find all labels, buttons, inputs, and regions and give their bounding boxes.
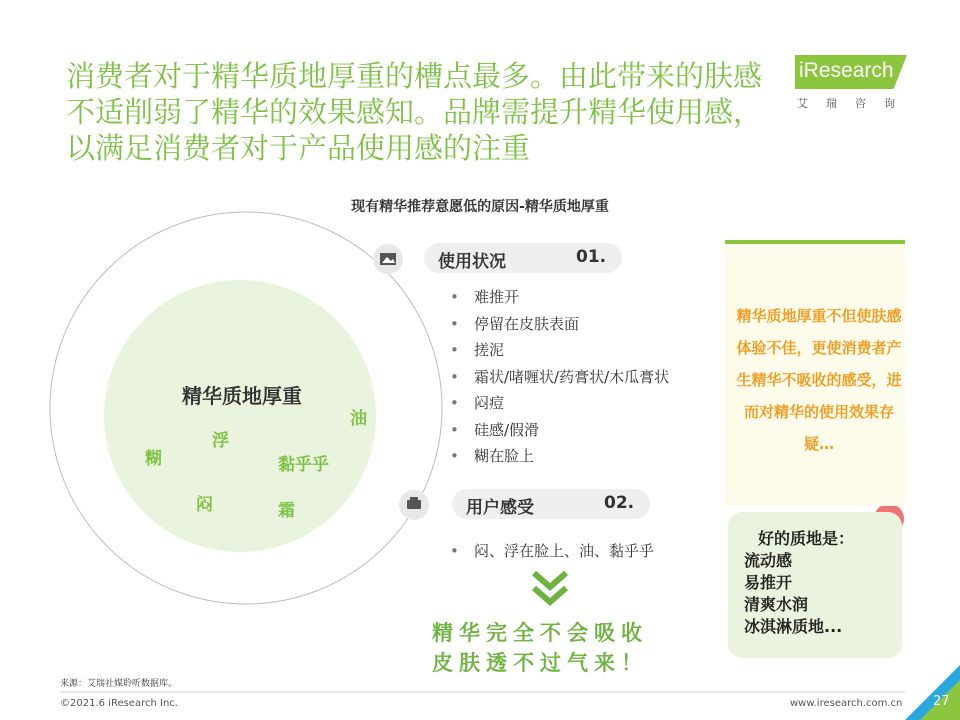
logo-brand: iResearch	[799, 59, 894, 82]
conclusion-text	[432, 618, 692, 678]
list-item: • 难推开	[450, 288, 520, 306]
circle-word-cream: 霜	[278, 501, 295, 521]
image-icon	[380, 253, 396, 265]
conclusion-line1: 精华完全不会吸收	[432, 621, 648, 645]
page-number: 27	[933, 694, 950, 709]
list-item: • 搓泥	[450, 341, 505, 359]
section1-list	[450, 284, 669, 470]
circle-word-oil: 油	[350, 409, 367, 429]
circle-center-label: 精华质地厚重	[182, 384, 302, 408]
list-item: • 闷痘	[450, 394, 505, 412]
chevron-down-icon	[534, 573, 566, 602]
copyright: ©2021.6 iResearch Inc.	[60, 698, 178, 709]
section2-number: 02.	[604, 493, 635, 513]
good-texture-item: 易推开	[744, 573, 793, 592]
section2-title: 用户感受	[466, 498, 534, 518]
source-note: 来源：艾瑞社媒聆听数据库。	[60, 679, 178, 689]
section1-title: 使用状况	[438, 252, 506, 272]
list-item: • 停留在皮肤表面	[450, 314, 580, 333]
circle-word-float: 浮	[212, 431, 229, 451]
logo-subtitle: 艾瑞咨询	[797, 97, 913, 110]
conclusion-line2: 皮肤透不过气来！	[432, 651, 648, 675]
slide-headline: 消费者对于精华质地厚重的槽点最多。由此带来的肤感不适削弱了精华的效果感知。品牌需提升精华使用感，以满足消费者对于产品使用感的注重	[66, 59, 763, 165]
good-texture-item: 流动感	[744, 551, 793, 570]
chart-subtitle: 现有精华推荐意愿低的原因-精华质地厚重	[351, 199, 609, 215]
right-note-text: 精华质地厚重不但使肤感体验不佳，更使消费者产生精华不吸收的感受，进而对精华的使用效果存疑…	[736, 307, 902, 453]
list-item: • 硅感/假滑	[450, 420, 540, 439]
circle-word-stuffy: 闷	[196, 495, 213, 515]
inner-circle	[104, 280, 376, 552]
circle-word-paste: 糊	[145, 449, 162, 469]
list-item: • 糊在脸上	[450, 447, 535, 465]
list-item: • 闷、浮在脸上、油、黏乎乎	[450, 542, 655, 560]
good-texture-item: 清爽水润	[744, 595, 809, 614]
list-item: • 霜状/啫喱状/药膏状/木瓜膏状	[450, 367, 670, 386]
good-texture-title: 好的质地是：	[758, 529, 855, 548]
good-texture-item: 冰淇淋质地...	[744, 617, 843, 636]
website-link[interactable]: www.iresearch.com.cn	[790, 698, 903, 709]
circle-word-sticky: 黏乎乎	[278, 455, 329, 475]
good-texture-text	[744, 528, 894, 638]
section2-list	[450, 538, 654, 565]
section1-number: 01.	[576, 247, 607, 267]
